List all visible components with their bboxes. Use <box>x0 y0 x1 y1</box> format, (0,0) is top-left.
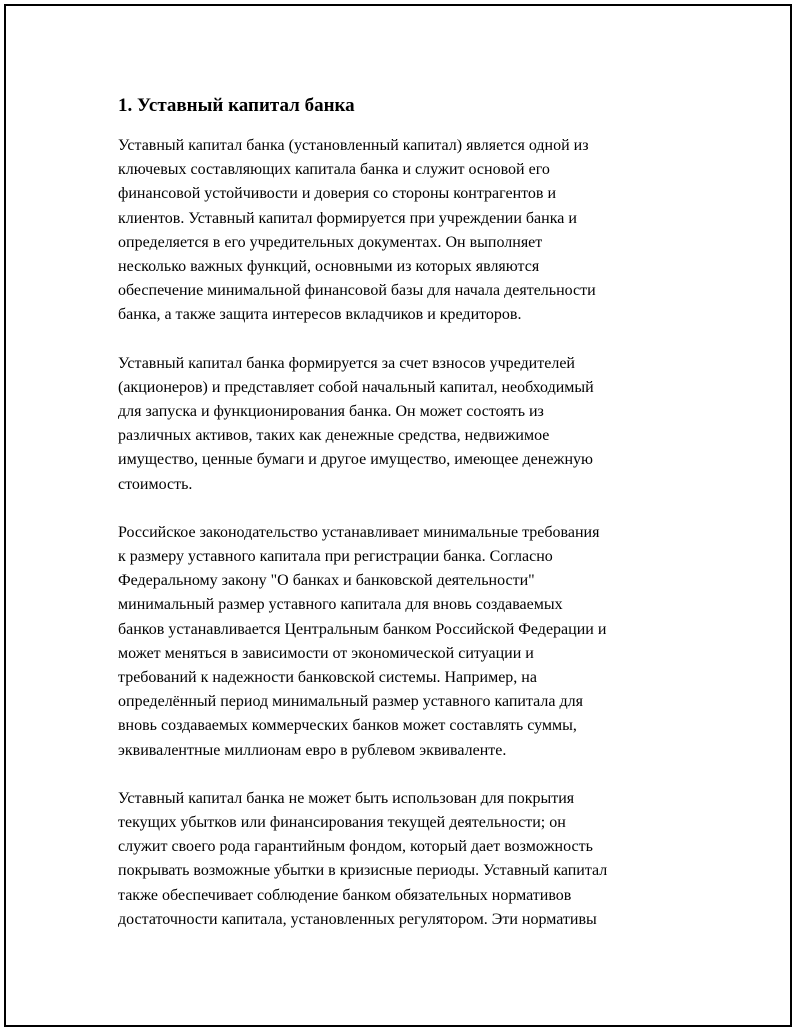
document-body <box>118 92 688 956</box>
paragraph-3: Российское законодательство устанавливает минимальные требования к размеру уставного капитала при регистрации банка. Согласно Федеральному закону "О банках и банковской деятельности" минимальный размер уставного капитала для вновь создаваемых банков устанавливается Центральным банком Российской Федерации и может меняться в зависимости от экономической ситуации и требований к надежности банковской системы. Например, на определённый период минимальный размер уставного капитала для вновь создаваемых коммерческих банков может составлять суммы, эквивалентные миллионам евро в рублевом эквиваленте. <box>118 523 607 759</box>
paragraph-4: Уставный капитал банка не может быть использован для покрытия текущих убытков или финансирования текущей деятельности; он служит своего рода гарантийным фондом, который дает возможность покрывать возможные убытки в кризисные периоды. Уставный капитал также обеспечивает соблюдение банком обязательных нормативов достаточности капитала, установленных регулятором. Эти нормативы <box>118 789 608 928</box>
paragraph-2: Уставный капитал банка формируется за счет взносов учредителей (акционеров) и представляет собой начальный капитал, необходимый для запуска и функционирования банка. Он может состоять из различных активов, таких как денежные средства, недвижимое имущество, ценные бумаги и другое имущество, имеющее денежную стоимость. <box>118 354 594 493</box>
section-heading: 1. Уставный капитал банка <box>118 95 355 116</box>
paragraph-1: Уставный капитал банка (установленный капитал) является одной из ключевых составляющих капитала банка и служит основой его финансовой устойчивости и доверия со стороны контрагентов и клиентов. Уставный капитал формируется при учреждении банка и определяется в его учредительных документах. Он выполняет несколько важных функций, основными из которых являются обеспечение минимальной финансовой базы для начала деятельности банка, а также защита интересов вкладчиков и кредиторов. <box>118 137 596 324</box>
